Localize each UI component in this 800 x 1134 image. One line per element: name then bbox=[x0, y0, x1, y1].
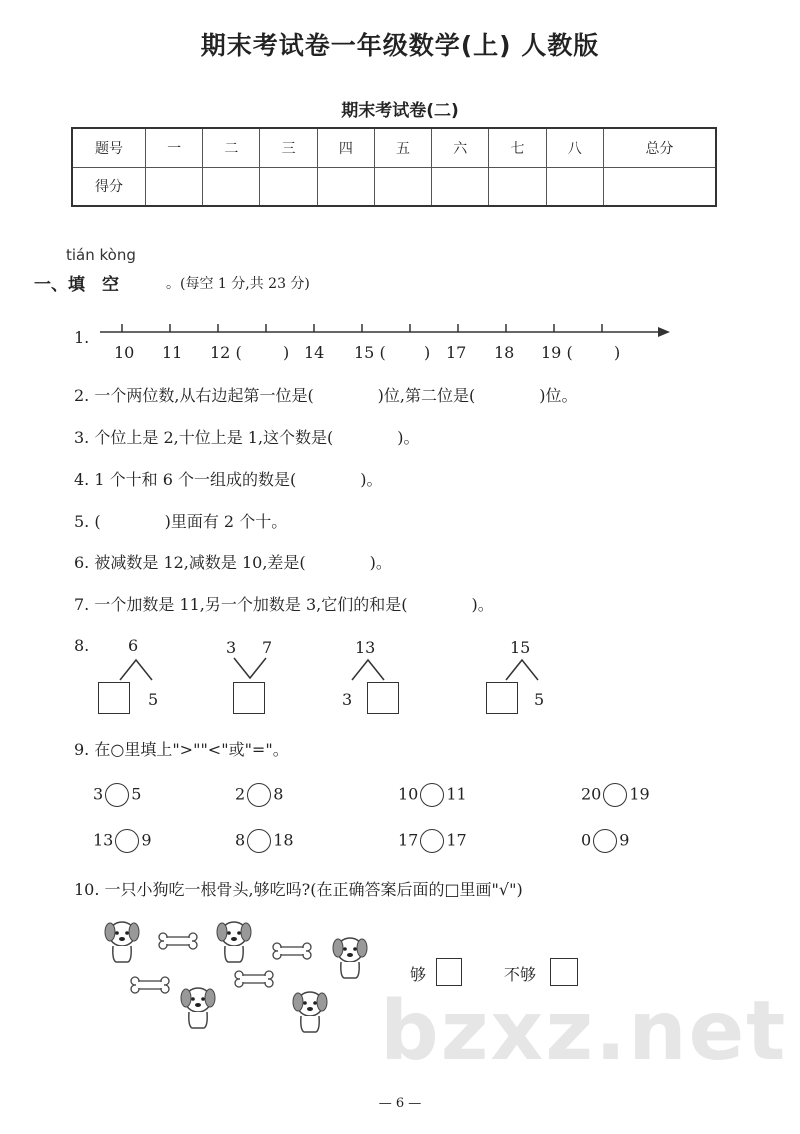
dogs-bones-illustration bbox=[100, 912, 380, 1037]
score-input-cell[interactable] bbox=[260, 167, 317, 206]
compare-item: 0 9 bbox=[581, 829, 629, 853]
score-header-cell: 一 bbox=[146, 128, 203, 167]
section-heading: 一、填 空 bbox=[34, 275, 119, 295]
exam-subtitle: 期末考试卷(二) bbox=[341, 101, 459, 121]
page-number: — 6 — bbox=[378, 1096, 422, 1111]
bone-icon bbox=[159, 933, 197, 949]
compare-circle[interactable] bbox=[115, 829, 139, 853]
tick-label: 15 ( bbox=[354, 343, 386, 362]
bond-lines bbox=[114, 656, 158, 682]
score-header-cell: 八 bbox=[546, 128, 603, 167]
score-header-cell: 三 bbox=[260, 128, 317, 167]
score-input-cell[interactable] bbox=[146, 167, 203, 206]
section-note: 。(每空 1 分,共 23 分) bbox=[166, 276, 310, 292]
dog-icon bbox=[217, 922, 251, 962]
bond-top: 13 bbox=[355, 638, 376, 657]
question-7: 7. 一个加数是 11,另一个加数是 3,它们的和是( )。 bbox=[74, 595, 494, 614]
score-header-cell: 总分 bbox=[603, 128, 716, 167]
bone-icon bbox=[235, 971, 273, 987]
score-label-cell: 得分 bbox=[72, 167, 146, 206]
tick-label: 12 ( bbox=[210, 343, 242, 362]
q8-number: 8. bbox=[74, 636, 90, 655]
question-9: 9. 在○里填上">""<"或"="。 bbox=[74, 740, 289, 759]
score-header-row bbox=[72, 128, 716, 167]
tick-label: ) bbox=[614, 343, 621, 362]
compare-item: 2 8 bbox=[235, 783, 283, 807]
score-header-cell: 四 bbox=[317, 128, 374, 167]
tick-label: 19 ( bbox=[541, 343, 573, 362]
page-title: 期末考试卷一年级数学(上) 人教版 bbox=[200, 31, 600, 60]
answer-box[interactable] bbox=[233, 682, 265, 714]
score-input-cell[interactable] bbox=[317, 167, 374, 206]
compare-circle[interactable] bbox=[105, 783, 129, 807]
compare-circle[interactable] bbox=[603, 783, 627, 807]
bond-top: 15 bbox=[510, 638, 531, 657]
option-enough-checkbox[interactable] bbox=[436, 958, 462, 986]
bone-icon bbox=[131, 977, 169, 993]
tick-label: 10 bbox=[114, 343, 135, 362]
section-pinyin: tián kòng bbox=[66, 246, 136, 264]
tick-label: 14 bbox=[304, 343, 325, 362]
answer-box[interactable] bbox=[486, 682, 518, 714]
compare-item: 8 18 bbox=[235, 829, 294, 853]
bond-top-left: 3 bbox=[226, 638, 237, 657]
compare-item: 17 17 bbox=[398, 829, 467, 853]
tick-label: 11 bbox=[162, 343, 183, 362]
bone-icon bbox=[273, 943, 311, 959]
score-value-row bbox=[72, 167, 716, 206]
score-input-cell[interactable] bbox=[603, 167, 716, 206]
question-4: 4. 1 个十和 6 个一组成的数是( )。 bbox=[74, 470, 383, 489]
compare-item: 10 11 bbox=[398, 783, 467, 807]
bond-lines bbox=[346, 656, 390, 682]
score-header-cell: 五 bbox=[374, 128, 431, 167]
score-header-cell: 六 bbox=[432, 128, 489, 167]
tick-label: ) bbox=[283, 343, 290, 362]
bond-lines bbox=[228, 656, 272, 682]
compare-circle[interactable] bbox=[420, 783, 444, 807]
dog-icon bbox=[293, 992, 327, 1032]
compare-circle[interactable] bbox=[247, 783, 271, 807]
score-header-cell: 二 bbox=[203, 128, 260, 167]
score-input-cell[interactable] bbox=[546, 167, 603, 206]
watermark: bzxz.net bbox=[380, 984, 788, 1079]
tick-label: 18 bbox=[494, 343, 515, 362]
bond-right: 5 bbox=[534, 690, 545, 709]
answer-box[interactable] bbox=[367, 682, 399, 714]
bond-top-right: 7 bbox=[262, 638, 273, 657]
compare-circle[interactable] bbox=[420, 829, 444, 853]
score-input-cell[interactable] bbox=[374, 167, 431, 206]
question-3: 3. 个位上是 2,十位上是 1,这个数是( )。 bbox=[74, 428, 420, 447]
score-input-cell[interactable] bbox=[203, 167, 260, 206]
bond-lines bbox=[500, 656, 544, 682]
compare-circle[interactable] bbox=[247, 829, 271, 853]
score-input-cell[interactable] bbox=[432, 167, 489, 206]
score-input-cell[interactable] bbox=[489, 167, 546, 206]
bond-right: 5 bbox=[148, 690, 159, 709]
compare-item: 20 19 bbox=[581, 783, 650, 807]
answer-box[interactable] bbox=[98, 682, 130, 714]
tick-label: 17 bbox=[446, 343, 467, 362]
dog-icon bbox=[333, 938, 367, 978]
compare-item: 3 5 bbox=[93, 783, 141, 807]
compare-item: 13 9 bbox=[93, 829, 152, 853]
question-2: 2. 一个两位数,从右边起第一位是( )位,第二位是( )位。 bbox=[74, 386, 578, 405]
dog-icon bbox=[105, 922, 139, 962]
option-not-enough-label: 不够 bbox=[504, 965, 537, 984]
bond-left: 3 bbox=[342, 690, 353, 709]
number-line bbox=[96, 318, 676, 344]
option-enough-label: 够 bbox=[410, 965, 427, 984]
score-header-cell: 题号 bbox=[72, 128, 146, 167]
dog-icon bbox=[181, 988, 215, 1028]
score-table bbox=[71, 127, 717, 207]
compare-circle[interactable] bbox=[593, 829, 617, 853]
bond-top: 6 bbox=[128, 636, 139, 655]
question-6: 6. 被减数是 12,减数是 10,差是( )。 bbox=[74, 553, 392, 572]
score-header-cell: 七 bbox=[489, 128, 546, 167]
question-10: 10. 一只小狗吃一根骨头,够吃吗?(在正确答案后面的□里画"√") bbox=[74, 880, 523, 899]
question-5: 5. ( )里面有 2 个十。 bbox=[74, 512, 288, 531]
tick-label: ) bbox=[424, 343, 431, 362]
q1-number: 1. bbox=[74, 328, 90, 347]
option-not-enough-checkbox[interactable] bbox=[550, 958, 578, 986]
